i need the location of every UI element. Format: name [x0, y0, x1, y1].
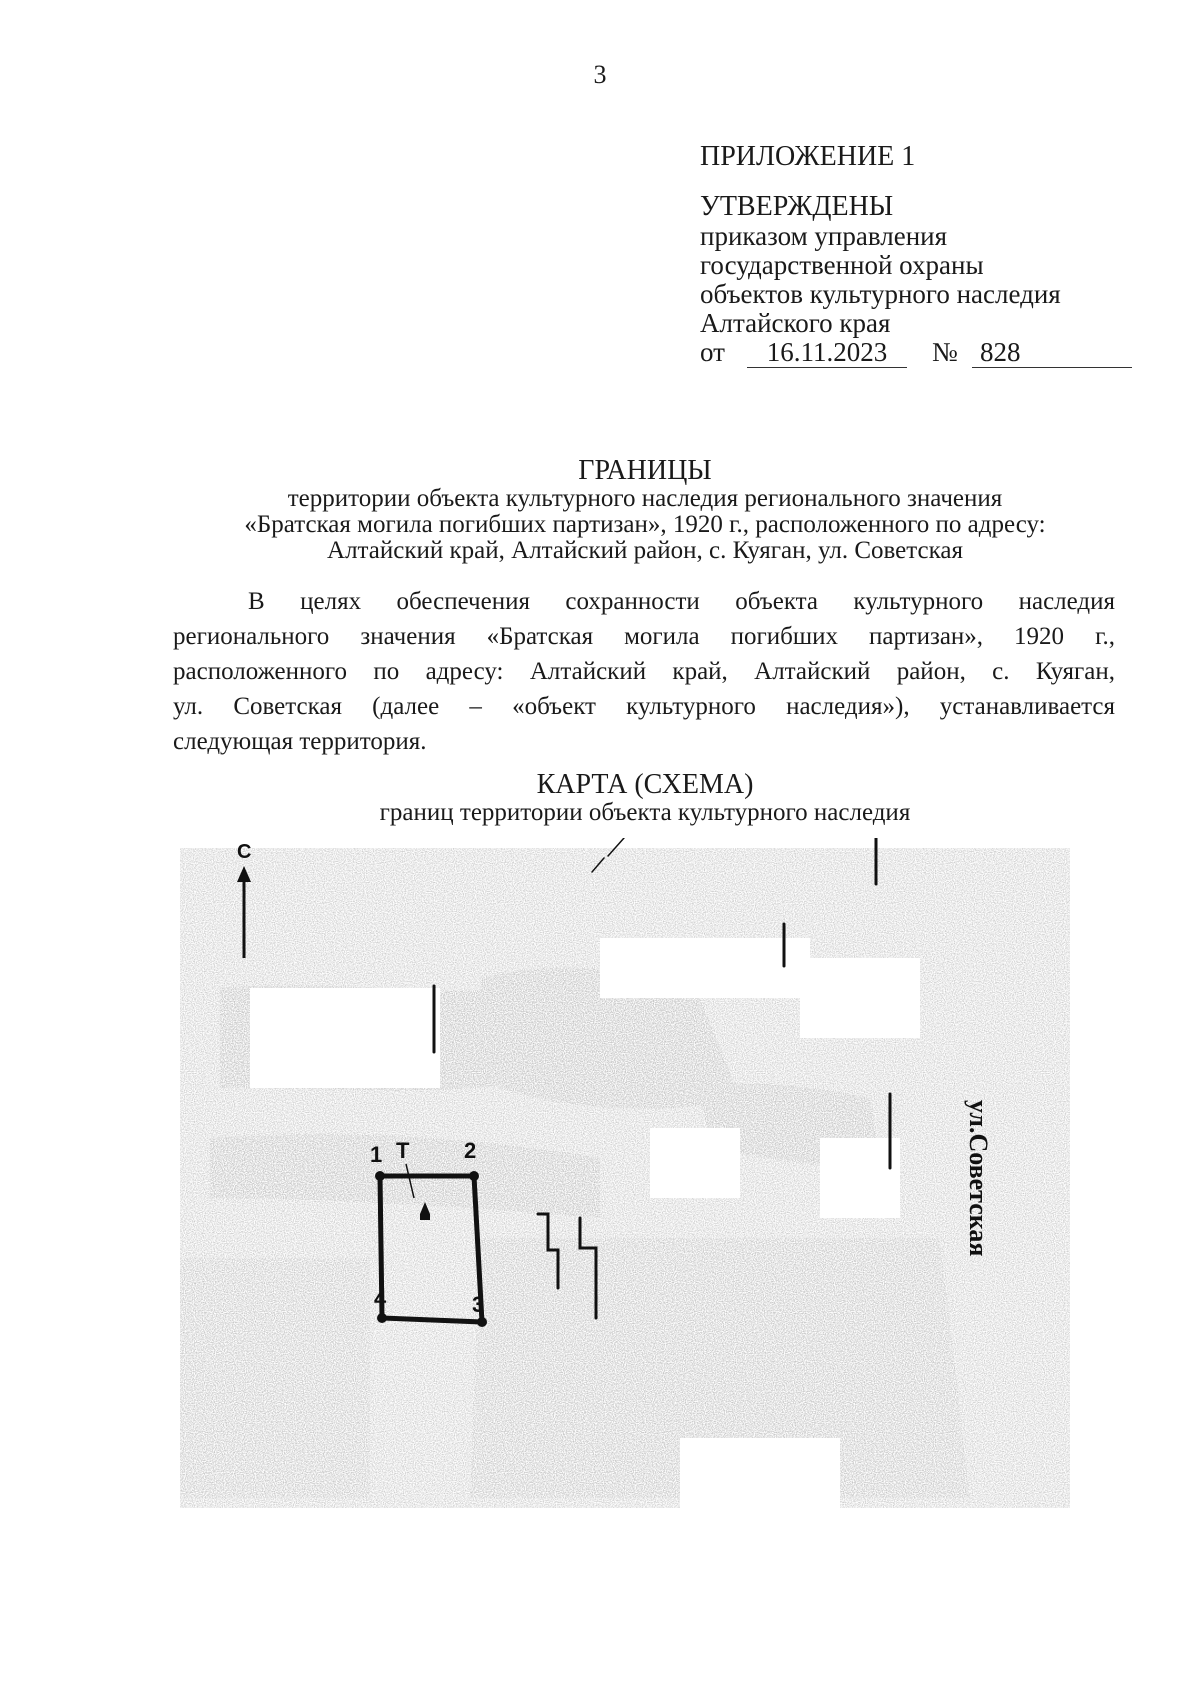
boundaries-subtitle-line: «Братская могила погибших партизан», 1920 г., расположенного по адресу: [244, 511, 1046, 538]
paragraph-line: В целях обеспечения сохранности объекта культурного наследия [248, 588, 1115, 615]
boundary-point-2 [469, 1171, 479, 1181]
point-label-2: 2 [464, 1138, 477, 1163]
boundaries-subtitle-line: Алтайский край, Алтайский район, с. Куяган, ул. Советская [327, 537, 963, 564]
order-line: Алтайского края [700, 308, 891, 338]
boundaries-title: ГРАНИЦЫ [578, 455, 712, 486]
order-line: государственной охраны [700, 250, 984, 280]
street-label: ул.Советская [964, 1100, 993, 1257]
paragraph-line: ул. Советская (далее – «объект культурного наследия»), устанавливается [173, 693, 1115, 720]
order-number: 828 [972, 338, 1132, 368]
approved-word: УТВЕРЖДЕНЫ [700, 191, 894, 222]
paragraph-line: следующая территория. [173, 728, 427, 755]
from-label: от [700, 337, 725, 367]
boundary-point-4 [377, 1313, 387, 1323]
number-label: № [932, 337, 958, 367]
map-title: КАРТА (СХЕМА) [536, 769, 754, 800]
boundary-point-3 [477, 1317, 487, 1327]
point-label-4: 4 [374, 1286, 387, 1311]
order-line: объектов культурного наследия [700, 279, 1061, 309]
territory-map [180, 838, 1070, 1513]
page-number: 3 [593, 60, 607, 89]
boundaries-subtitle-line: территории объекта культурного наследия регионального значения [287, 485, 1003, 512]
paragraph-line: расположенного по адресу: Алтайский край, Алтайский район, с. Куяган, [173, 658, 1115, 685]
point-label-1: 1 [370, 1142, 383, 1167]
point-label-3: 3 [472, 1292, 485, 1317]
paragraph-line: регионального значения «Братская могила погибших партизан», 1920 г., [173, 623, 1115, 650]
order-date: 16.11.2023 [747, 338, 907, 368]
marker-label: Т [396, 1138, 410, 1163]
map-subtitle: границ территории объекта культурного наследия [379, 799, 911, 826]
annex-title: ПРИЛОЖЕНИЕ 1 [700, 141, 916, 172]
north-label: С [237, 841, 252, 863]
order-line: приказом управления [700, 221, 948, 251]
boundary-point-1 [375, 1171, 385, 1181]
